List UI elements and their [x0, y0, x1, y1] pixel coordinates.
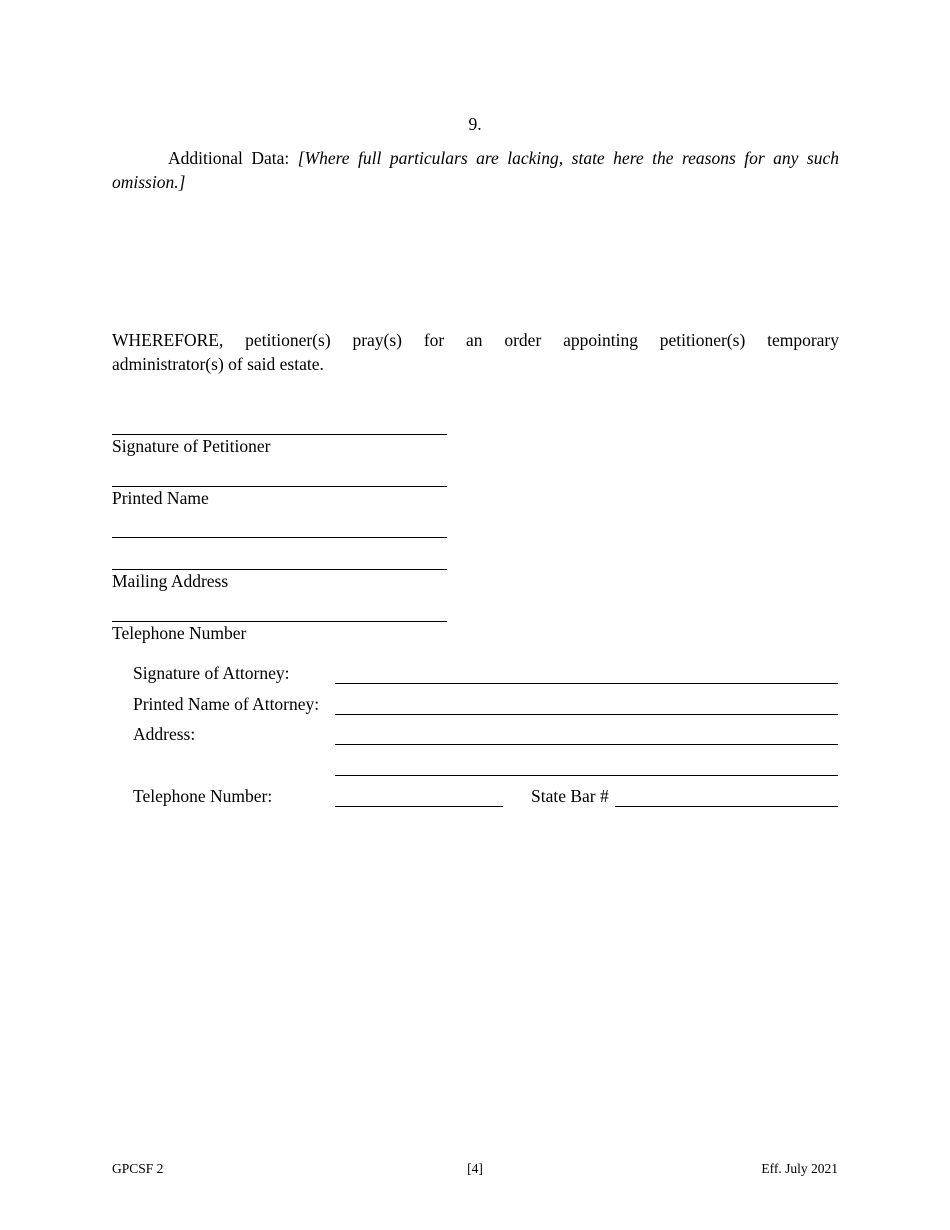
state-bar-line[interactable]	[615, 806, 838, 807]
petitioner-printed-name-line[interactable]	[112, 486, 447, 487]
additional-data-paragraph	[112, 146, 839, 194]
petitioner-address-line-1[interactable]	[112, 537, 447, 538]
attorney-signature-label: Signature of Attorney:	[133, 663, 290, 683]
attorney-signature-line[interactable]	[335, 683, 838, 684]
petitioner-telephone-label: Telephone Number	[112, 623, 247, 643]
petitioner-address-line-2[interactable]	[112, 569, 447, 570]
petitioner-telephone-line[interactable]	[112, 621, 447, 622]
prayer-line-2: administrator(s) of said estate.	[112, 354, 324, 374]
petitioner-printed-name-label: Printed Name	[112, 488, 209, 508]
attorney-printed-name-line[interactable]	[335, 714, 838, 715]
prayer-line-1: WHEREFORE, petitioner(s) pray(s) for an order appointing petitioner(s) temporary	[112, 330, 839, 350]
footer-form-id: GPCSF 2	[112, 1161, 164, 1176]
footer-effective-date: Eff. July 2021	[761, 1161, 838, 1176]
petitioner-mailing-address-label: Mailing Address	[112, 571, 229, 591]
section-number: 9.	[468, 114, 482, 134]
attorney-address-label: Address:	[133, 724, 196, 744]
footer-page-number: [4]	[467, 1161, 483, 1176]
additional-data-label: Additional Data:	[168, 148, 298, 168]
petitioner-signature-label: Signature of Petitioner	[112, 436, 271, 456]
attorney-telephone-line[interactable]	[335, 806, 503, 807]
attorney-address-line-1[interactable]	[335, 744, 838, 745]
state-bar-label: State Bar #	[531, 786, 609, 806]
petitioner-signature-line[interactable]	[112, 434, 447, 435]
attorney-printed-name-label: Printed Name of Attorney:	[133, 694, 320, 714]
prayer-paragraph	[112, 328, 839, 376]
attorney-address-line-2[interactable]	[335, 775, 838, 776]
additional-data-instruction: [Where full particulars are lacking, state here the reasons for any such omission.]	[112, 148, 839, 192]
attorney-telephone-label: Telephone Number:	[133, 786, 273, 806]
